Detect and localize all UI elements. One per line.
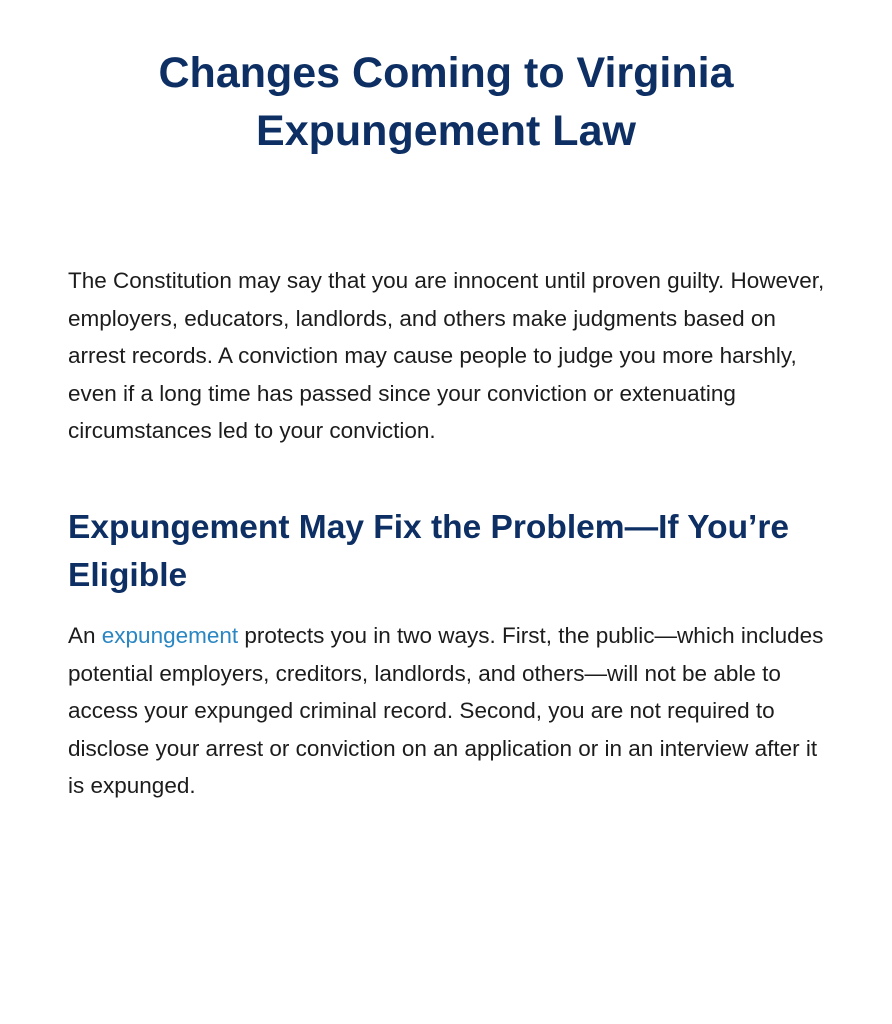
intro-paragraph: The Constitution may say that you are innocent until proven guilty. However, employers, educators, landlords, and others make judgments based on arrest records. A conviction may cause people to judge you more harshly, even if a long time has passed since your conviction or extenuating circumstances led to your conviction. — [68, 268, 825, 443]
expungement-paragraph — [68, 617, 828, 805]
page-title: Changes Coming to Virginia Expungement Law — [158, 49, 734, 155]
section-heading: Expungement May Fix the Problem—If You’re Eligible — [68, 509, 790, 594]
expungement-link[interactable]: expungement — [101, 623, 239, 648]
paragraph-lead-text: An — [68, 623, 102, 648]
paragraph-body-text: protects you in two ways. First, the public—which includes potential employers, creditors, landlords, and others—will not be able to access your expunged criminal record. Second, you are not required to disclose your arrest or conviction on an application or in an interview after it is expunged. — [68, 623, 824, 798]
